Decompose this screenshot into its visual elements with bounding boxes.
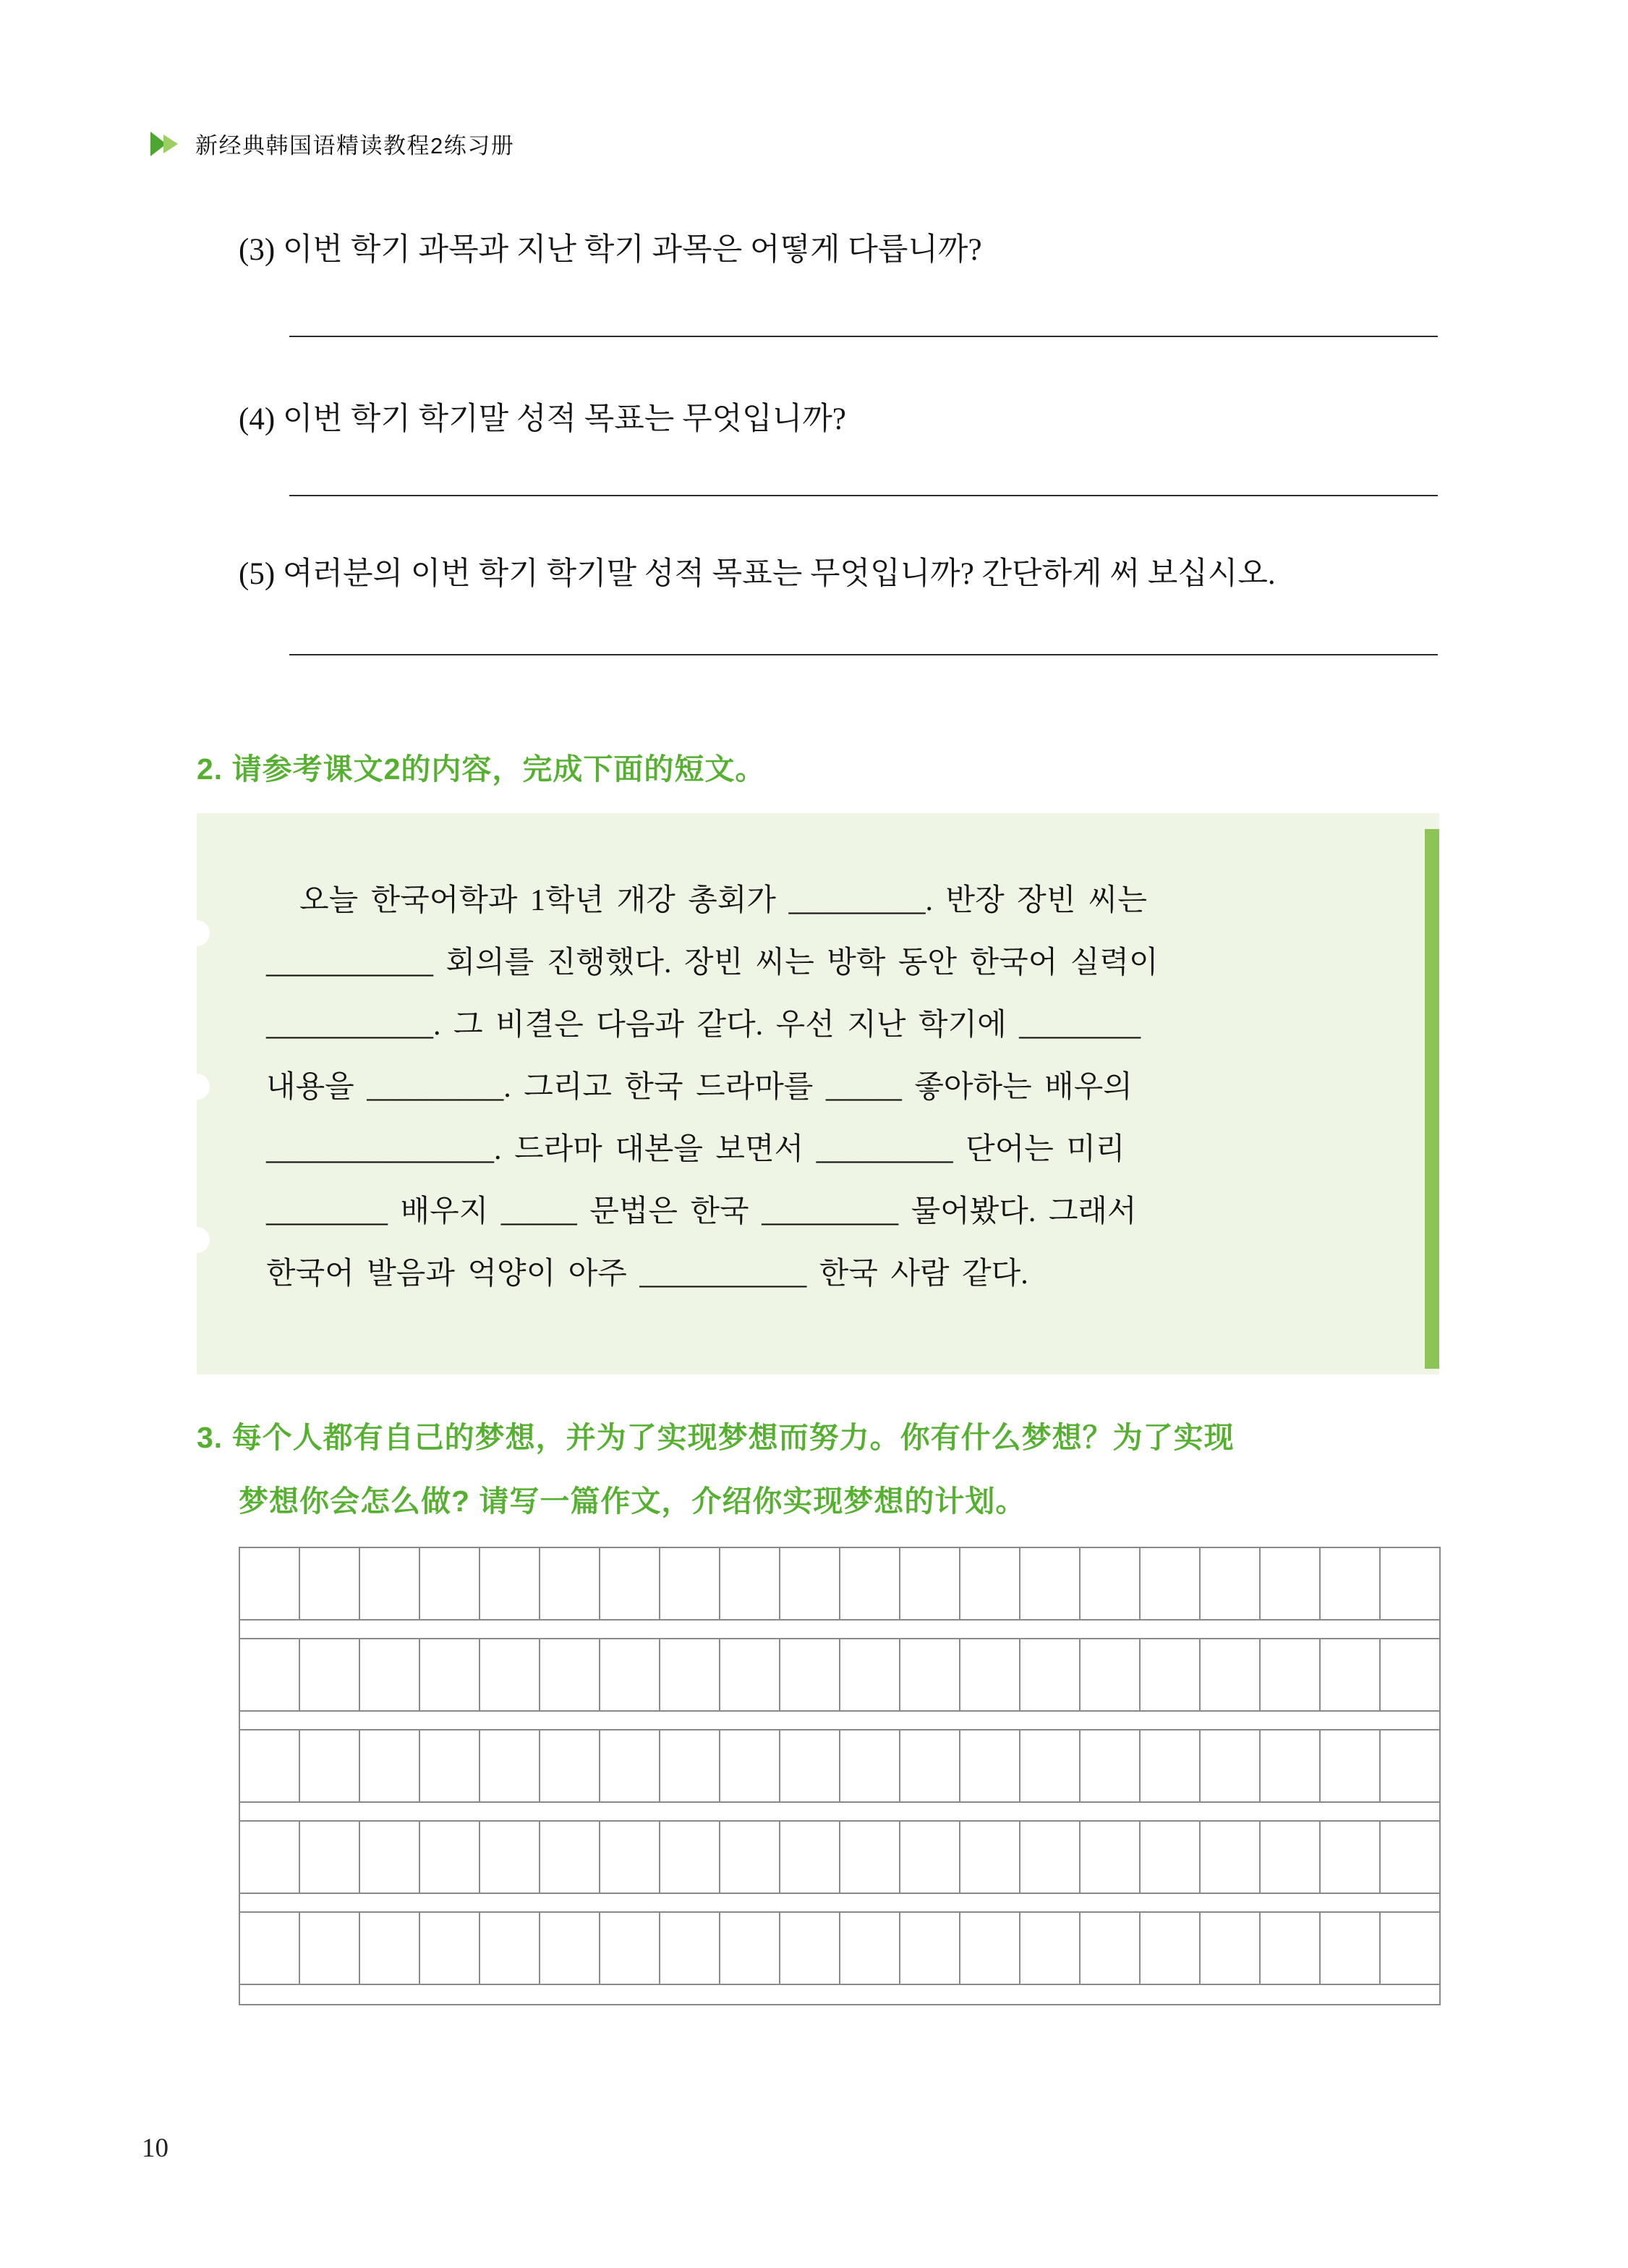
grid-cell[interactable] xyxy=(900,1639,960,1710)
grid-cell[interactable] xyxy=(540,1639,600,1710)
grid-cell[interactable] xyxy=(1141,1548,1201,1619)
grid-cell[interactable] xyxy=(1081,1548,1141,1619)
grid-cell[interactable] xyxy=(1201,1548,1261,1619)
passage-line: _______________. 드라마 대본을 보면서 _________ 단어는 미리 xyxy=(266,1133,1125,1166)
grid-row xyxy=(240,1913,1439,1985)
grid-cell[interactable] xyxy=(600,1822,660,1893)
grid-cell[interactable] xyxy=(300,1548,360,1619)
passage-text xyxy=(266,870,1360,1305)
notch-decoration xyxy=(184,920,210,946)
grid-cell[interactable] xyxy=(240,1639,300,1710)
grid-cell[interactable] xyxy=(420,1913,480,1984)
grid-row xyxy=(240,1822,1439,1894)
passage-line: 한국어 발음과 억양이 아주 ___________ 한국 사람 같다. xyxy=(266,1257,1028,1291)
grid-cell[interactable] xyxy=(420,1730,480,1801)
grid-cell[interactable] xyxy=(780,1730,840,1801)
grid-cell[interactable] xyxy=(900,1548,960,1619)
grid-cell[interactable] xyxy=(1141,1913,1201,1984)
grid-cell[interactable] xyxy=(600,1730,660,1801)
grid-cell[interactable] xyxy=(720,1639,780,1710)
question-text: 이번 학기 과목과 지난 학기 과목은 어떻게 다릅니까? xyxy=(282,233,982,267)
passage-line: ___________. 그 비결은 다음과 같다. 우선 지난 학기에 ________ xyxy=(266,1008,1141,1042)
grid-cell[interactable] xyxy=(600,1913,660,1984)
grid-cell[interactable] xyxy=(540,1822,600,1893)
section3-heading-line2: 梦想你会怎么做? 请写一篇作文，介绍你实现梦想的计划。 xyxy=(239,1485,1026,1518)
grid-cell[interactable] xyxy=(780,1913,840,1984)
grid-cell[interactable] xyxy=(240,1822,300,1893)
grid-cell[interactable] xyxy=(240,1913,300,1984)
grid-cell[interactable] xyxy=(1261,1639,1321,1710)
grid-cell[interactable] xyxy=(840,1822,900,1893)
grid-cell[interactable] xyxy=(1081,1639,1141,1710)
grid-cell[interactable] xyxy=(720,1822,780,1893)
grid-cell[interactable] xyxy=(900,1913,960,1984)
book-header xyxy=(150,127,514,160)
page-number: 10 xyxy=(142,2133,169,2163)
grid-cell[interactable] xyxy=(300,1913,360,1984)
grid-cell[interactable] xyxy=(1381,1548,1439,1619)
grid-cell[interactable] xyxy=(660,1639,720,1710)
answer-line-5[interactable] xyxy=(289,654,1438,655)
grid-cell[interactable] xyxy=(1020,1822,1081,1893)
passage-line: 내용을 _________. 그리고 한국 드라마를 _____ 좋아하는 배우의 xyxy=(266,1071,1133,1104)
grid-cell[interactable] xyxy=(600,1639,660,1710)
grid-cell[interactable] xyxy=(480,1913,540,1984)
grid-cell[interactable] xyxy=(360,1730,420,1801)
grid-cell[interactable] xyxy=(1381,1913,1439,1984)
grid-cell[interactable] xyxy=(1081,1730,1141,1801)
grid-cell[interactable] xyxy=(1321,1548,1381,1619)
grid-cell[interactable] xyxy=(960,1822,1020,1893)
grid-cell[interactable] xyxy=(840,1913,900,1984)
section3-heading-line1: 3. 每个人都有自己的梦想，并为了实现梦想而努力。你有什么梦想？为了实现 xyxy=(197,1421,1235,1454)
notch-decoration xyxy=(184,1227,210,1253)
grid-cell[interactable] xyxy=(1261,1548,1321,1619)
grid-cell[interactable] xyxy=(1321,1913,1381,1984)
grid-row xyxy=(240,1548,1439,1621)
question-number: (3) xyxy=(239,233,276,267)
grid-cell[interactable] xyxy=(240,1730,300,1801)
grid-cell[interactable] xyxy=(660,1822,720,1893)
grid-cell[interactable] xyxy=(1381,1822,1439,1893)
grid-cell[interactable] xyxy=(840,1548,900,1619)
grid-cell[interactable] xyxy=(420,1548,480,1619)
grid-cell[interactable] xyxy=(840,1639,900,1710)
question-text: 여러분의 이번 학기 학기말 성적 목표는 무엇입니까? 간단하게 써 보십시오. xyxy=(282,557,1276,591)
grid-cell[interactable] xyxy=(480,1639,540,1710)
grid-cell[interactable] xyxy=(360,1913,420,1984)
grid-cell[interactable] xyxy=(420,1639,480,1710)
grid-cell[interactable] xyxy=(960,1913,1020,1984)
grid-cell[interactable] xyxy=(1020,1548,1081,1619)
grid-cell[interactable] xyxy=(660,1548,720,1619)
grid-cell[interactable] xyxy=(1201,1822,1261,1893)
passage-box xyxy=(197,813,1439,1375)
grid-row xyxy=(240,1730,1439,1803)
passage-line: ___________ 회의를 진행했다. 장빈 씨는 방학 동안 한국어 실력이 xyxy=(266,946,1159,980)
grid-gap xyxy=(240,1894,1439,1913)
answer-line-3[interactable] xyxy=(289,336,1438,337)
grid-cell[interactable] xyxy=(780,1548,840,1619)
grid-cell[interactable] xyxy=(1261,1913,1321,1984)
grid-cell[interactable] xyxy=(300,1730,360,1801)
grid-cell[interactable] xyxy=(360,1639,420,1710)
grid-cell[interactable] xyxy=(1381,1639,1439,1710)
answer-line-4[interactable] xyxy=(289,495,1438,496)
grid-cell[interactable] xyxy=(720,1913,780,1984)
grid-cell[interactable] xyxy=(720,1730,780,1801)
question-3 xyxy=(239,230,982,271)
grid-gap xyxy=(240,1621,1439,1639)
writing-grid xyxy=(239,1547,1441,2005)
grid-cell[interactable] xyxy=(960,1548,1020,1619)
passage-line: 오늘 한국어학과 1학년 개강 총회가 _________. 반장 장빈 씨는 xyxy=(299,884,1147,917)
grid-gap xyxy=(240,1985,1439,2004)
grid-cell[interactable] xyxy=(1081,1913,1141,1984)
grid-cell[interactable] xyxy=(660,1730,720,1801)
grid-cell[interactable] xyxy=(360,1548,420,1619)
grid-cell[interactable] xyxy=(1321,1730,1381,1801)
grid-cell[interactable] xyxy=(1020,1639,1081,1710)
grid-cell[interactable] xyxy=(900,1822,960,1893)
grid-cell[interactable] xyxy=(1381,1730,1439,1801)
grid-cell[interactable] xyxy=(480,1730,540,1801)
grid-cell[interactable] xyxy=(960,1639,1020,1710)
grid-gap xyxy=(240,1712,1439,1730)
question-number: (4) xyxy=(239,402,276,436)
grid-cell[interactable] xyxy=(1321,1639,1381,1710)
section2-heading: 2. 请参考课文2的内容，完成下面的短文。 xyxy=(197,752,766,786)
grid-cell[interactable] xyxy=(1201,1730,1261,1801)
grid-cell[interactable] xyxy=(780,1639,840,1710)
grid-cell[interactable] xyxy=(480,1822,540,1893)
grid-cell[interactable] xyxy=(420,1822,480,1893)
question-number: (5) xyxy=(239,557,276,591)
grid-cell[interactable] xyxy=(600,1548,660,1619)
grid-cell[interactable] xyxy=(780,1822,840,1893)
grid-cell[interactable] xyxy=(660,1913,720,1984)
grid-cell[interactable] xyxy=(1020,1913,1081,1984)
grid-row xyxy=(240,1639,1439,1712)
grid-cell[interactable] xyxy=(900,1730,960,1801)
grid-cell[interactable] xyxy=(1201,1639,1261,1710)
grid-cell[interactable] xyxy=(300,1639,360,1710)
grid-cell[interactable] xyxy=(360,1822,420,1893)
grid-cell[interactable] xyxy=(720,1548,780,1619)
grid-cell[interactable] xyxy=(1261,1822,1321,1893)
passage-line: ________ 배우지 _____ 문법은 한국 _________ 물어봤다. 그래서 xyxy=(266,1195,1137,1228)
grid-cell[interactable] xyxy=(1261,1730,1321,1801)
grid-cell[interactable] xyxy=(1141,1730,1201,1801)
grid-cell[interactable] xyxy=(540,1548,600,1619)
question-4 xyxy=(239,399,846,440)
grid-cell[interactable] xyxy=(1141,1822,1201,1893)
grid-cell[interactable] xyxy=(960,1730,1020,1801)
grid-cell[interactable] xyxy=(1201,1913,1261,1984)
grid-cell[interactable] xyxy=(1081,1822,1141,1893)
grid-cell[interactable] xyxy=(480,1548,540,1619)
question-5 xyxy=(239,554,1276,595)
book-title: 新经典韩国语精读教程2练习册 xyxy=(195,133,515,158)
grid-cell[interactable] xyxy=(1020,1730,1081,1801)
grid-cell[interactable] xyxy=(300,1822,360,1893)
grid-cell[interactable] xyxy=(1321,1822,1381,1893)
grid-cell[interactable] xyxy=(240,1548,300,1619)
question-text: 이번 학기 학기말 성적 목표는 무엇입니까? xyxy=(282,402,846,436)
grid-cell[interactable] xyxy=(540,1913,600,1984)
grid-cell[interactable] xyxy=(540,1730,600,1801)
grid-gap xyxy=(240,1803,1439,1822)
passage-accent-bar xyxy=(1425,829,1439,1369)
grid-cell[interactable] xyxy=(1141,1639,1201,1710)
notch-decoration xyxy=(184,1074,210,1100)
grid-cell[interactable] xyxy=(840,1730,900,1801)
double-arrow-icon xyxy=(150,132,184,156)
